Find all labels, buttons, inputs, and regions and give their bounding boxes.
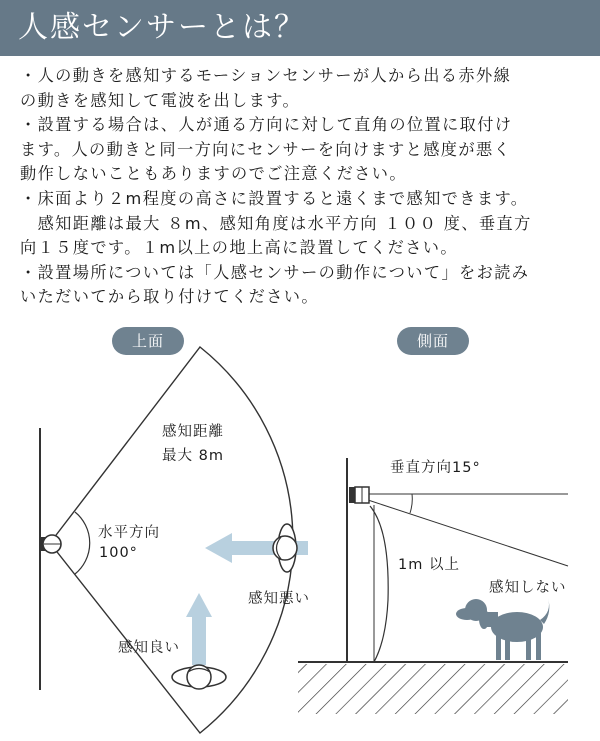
vertical-angle-label: 垂直方向15° bbox=[390, 460, 481, 476]
text-line: いただいてから取り付けてください。 bbox=[20, 287, 319, 307]
angle-value: 100° bbox=[99, 545, 138, 561]
ground-hatch bbox=[298, 664, 568, 714]
text-line: ・人の動きを感知するモーションセンサーが人から出る赤外線 bbox=[20, 66, 512, 85]
no-detect-label: 感知しない bbox=[489, 580, 567, 596]
top-view-label: 上面 bbox=[112, 327, 184, 355]
good-detection-label: 感知良い bbox=[118, 640, 180, 656]
text-line: ます。人の動きと同一方向にセンサーを向けますと感度が悪く bbox=[20, 139, 512, 159]
height-bracket bbox=[370, 506, 388, 662]
sensor-icon bbox=[349, 487, 369, 503]
dog-icon bbox=[456, 598, 549, 660]
text-line: 動作しないこともありますのでご注意ください。 bbox=[20, 164, 407, 184]
distance-label: 感知距離 bbox=[162, 424, 224, 440]
text-line: 向１５度です。１m以上の地上高に設置してください。 bbox=[20, 238, 458, 258]
text-line: ・設置場所については「人感センサーの動作について」をお読み bbox=[20, 262, 530, 282]
person-icon bbox=[273, 524, 297, 572]
height-label: 1m 以上 bbox=[398, 557, 460, 573]
detection-sector bbox=[50, 347, 293, 733]
top-view-diagram bbox=[40, 347, 308, 733]
text-line: 感知距離は最大 ８m、感知角度は水平方向 １００ 度、垂直方 bbox=[20, 213, 532, 233]
page-title: 人感センサーとは？ bbox=[18, 10, 306, 45]
text-line: ・床面より２m程度の高さに設置すると遠くまで感知できます。 bbox=[20, 188, 529, 208]
sensor-icon bbox=[41, 535, 61, 553]
text-line: の動きを感知して電波を出します。 bbox=[20, 90, 301, 110]
side-view-label: 側面 bbox=[397, 327, 469, 355]
distance-value: 最大 8m bbox=[162, 448, 224, 464]
person-icon bbox=[172, 665, 226, 689]
angle-arc bbox=[75, 512, 90, 574]
angle-label: 水平方向 bbox=[98, 525, 160, 541]
bad-detection-label: 感知悪い bbox=[248, 591, 310, 607]
arrow-up-icon bbox=[186, 593, 212, 665]
text-line: ・設置する場合は、人が通る方向に対して直角の位置に取付け bbox=[20, 115, 513, 135]
